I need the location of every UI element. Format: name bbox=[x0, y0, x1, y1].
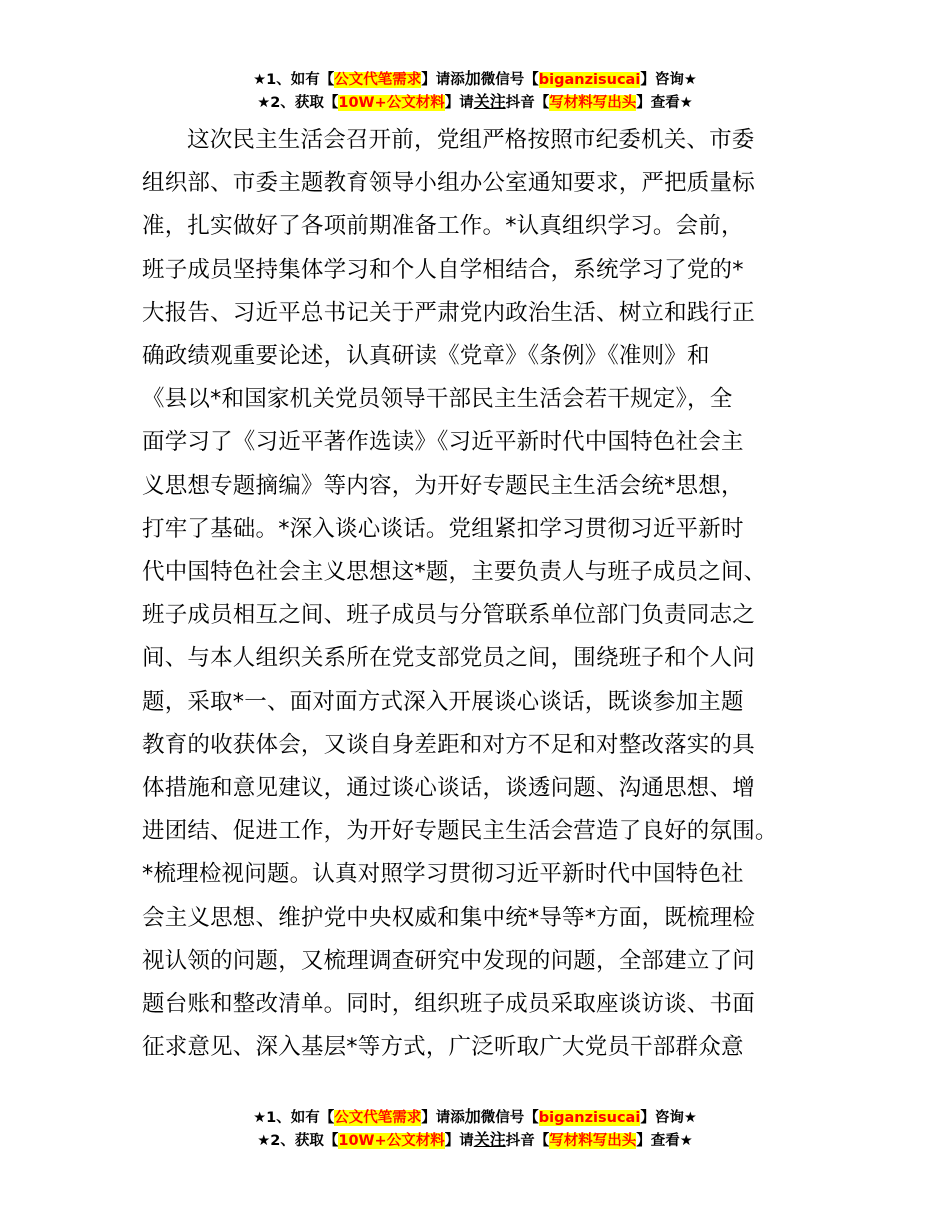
body-line: 义思想专题摘编》等内容，为开好专题民主生活会统*思想， bbox=[142, 472, 744, 499]
body-line: 视认领的问题，又梳理调查研究中发现的问题，全部建立了问 bbox=[142, 947, 755, 974]
header-line1-emph: 加 bbox=[464, 69, 481, 88]
footer-line2-emph: 关注 bbox=[473, 1130, 506, 1149]
body-line: 组织部、市委主题教育领导小组办公室通知要求，严把质量标 bbox=[142, 170, 755, 197]
body-line: 征求意见、深入基层*等方式，广泛听取广大党员干部群众意 bbox=[142, 1034, 744, 1061]
header-promo-line-1 bbox=[0, 68, 950, 91]
body-line: 班子成员相互之间、班子成员与分管联系单位部门负责同志之 bbox=[142, 602, 755, 629]
footer-line2-prefix: ★2、获取【 bbox=[257, 1133, 339, 1149]
body-line: 大报告、习近平总书记关于严肃党内政治生活、树立和践行正 bbox=[142, 299, 755, 326]
header-line2-suffix: 】查看★ bbox=[636, 95, 693, 111]
header-line2-mid1: 】请 bbox=[444, 95, 474, 111]
document-body bbox=[142, 119, 812, 1069]
header-line2-mid2: 抖音【 bbox=[505, 95, 550, 111]
body-line: *梳理检视问题。认真对照学习贯彻习近平新时代中国特色社 bbox=[142, 861, 744, 888]
header-line1-highlight-service: 公文代笔需求 bbox=[334, 72, 422, 88]
footer-line2-mid1: 】请 bbox=[444, 1133, 474, 1149]
body-line: 进团结、促进工作，为开好专题民主生活会营造了良好的氛围。 bbox=[142, 818, 778, 845]
body-line: 面学习了《习近平著作选读》《习近平新时代中国特色社会主 bbox=[142, 429, 744, 456]
body-line: 代中国特色社会主义思想这*题，主要负责人与班子成员之间、 bbox=[142, 559, 767, 586]
header-promo-banner bbox=[0, 68, 950, 114]
footer-line2-highlight-douyin-id: 写材料写出头 bbox=[549, 1133, 637, 1149]
header-line2-prefix: ★2、获取【 bbox=[257, 95, 339, 111]
body-line: 会主义思想、维护党中央权威和集中统*导等*方面，既梳理检 bbox=[142, 904, 756, 931]
footer-line1-highlight-wechat-id: biganzisucai bbox=[538, 1110, 641, 1126]
body-line: 题台账和整改清单。同时，组织班子成员采取座谈访谈、书面 bbox=[142, 991, 755, 1018]
footer-promo-banner bbox=[0, 1106, 950, 1152]
header-line1-mid1: 】请添 bbox=[421, 72, 465, 88]
footer-line1-suffix: 】咨询★ bbox=[640, 1110, 697, 1126]
header-line2-highlight-douyin-id: 写材料写出头 bbox=[549, 95, 637, 111]
header-line2-highlight-materials: 10W+公文材料 bbox=[338, 95, 445, 111]
footer-promo-line-2 bbox=[0, 1129, 950, 1152]
body-line: 《县以*和国家机关党员领导干部民主生活会若干规定》，全 bbox=[142, 386, 733, 413]
footer-promo-line-1 bbox=[0, 1106, 950, 1129]
body-line: 打牢了基础。*深入谈心谈话。党组紧扣学习贯彻习近平新时 bbox=[142, 515, 744, 542]
footer-line1-mid2: 微信号【 bbox=[480, 1110, 539, 1126]
body-line: 教育的收获体会，又谈自身差距和对方不足和对整改落实的具 bbox=[142, 731, 755, 758]
body-line: 这次民主生活会召开前，党组严格按照市纪委机关、市委 bbox=[187, 127, 755, 153]
body-line: 班子成员坚持集体学习和个人自学相结合，系统学习了党的* bbox=[142, 256, 744, 283]
footer-line1-emph: 加 bbox=[464, 1107, 481, 1126]
header-line2-emph: 关注 bbox=[473, 92, 506, 111]
footer-line1-mid1: 】请添 bbox=[421, 1110, 465, 1126]
header-line1-suffix: 】咨询★ bbox=[640, 72, 697, 88]
footer-line1-prefix: ★1、如有【 bbox=[253, 1110, 335, 1126]
body-line: 间、与本人组织关系所在党支部党员之间，围绕班子和个人问 bbox=[142, 645, 755, 672]
footer-line2-mid2: 抖音【 bbox=[505, 1133, 550, 1149]
header-promo-line-2 bbox=[0, 91, 950, 114]
body-line: 准，扎实做好了各项前期准备工作。*认真组织学习。会前， bbox=[142, 213, 744, 240]
footer-line2-suffix: 】查看★ bbox=[636, 1133, 693, 1149]
body-line: 确政绩观重要论述，认真研读《党章》《条例》《准则》和 bbox=[142, 343, 710, 370]
header-line1-mid2: 微信号【 bbox=[480, 72, 539, 88]
footer-line2-highlight-materials: 10W+公文材料 bbox=[338, 1133, 445, 1149]
footer-line1-highlight-service: 公文代笔需求 bbox=[334, 1110, 422, 1126]
body-line: 题，采取*一、面对面方式深入开展谈心谈话，既谈参加主题 bbox=[142, 688, 744, 715]
body-line: 体措施和意见建议，通过谈心谈话，谈透问题、沟通思想、增 bbox=[142, 775, 755, 802]
header-line1-prefix: ★1、如有【 bbox=[253, 72, 335, 88]
header-line1-highlight-wechat-id: biganzisucai bbox=[538, 72, 641, 88]
